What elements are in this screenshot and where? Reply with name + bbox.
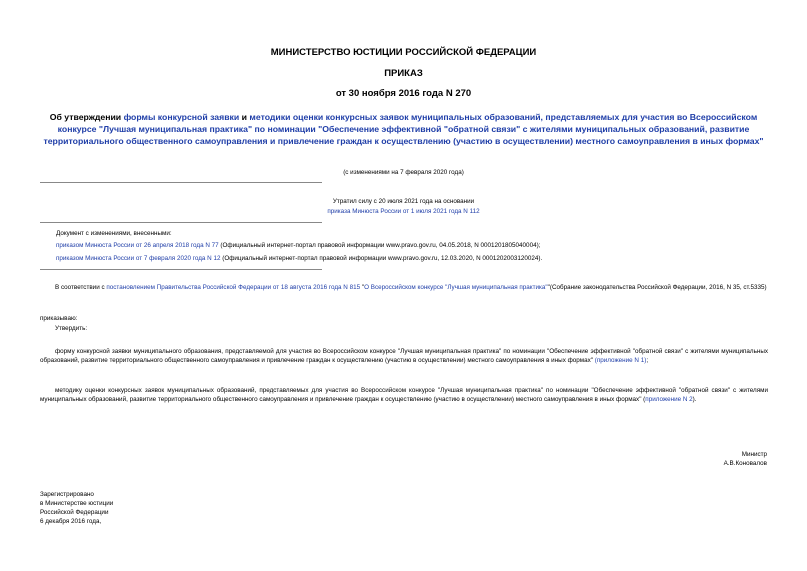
invalid-order-link[interactable]: приказа Минюста России от 1 июля 2021 года N 112 [327,208,480,215]
registration-line-3: Российской Федерации [40,509,109,516]
document-title [40,112,767,147]
registration-line-4: 6 декабря 2016 года, [40,518,102,525]
divider-1 [40,182,322,183]
registration-line-2: в Министерстве юстиции [40,500,114,507]
registration-line-1: Зарегистрировано [40,491,94,498]
divider-3 [40,269,322,270]
divider-2 [40,222,322,223]
signature-title: Министр [741,451,767,458]
form-link[interactable]: формы конкурсной заявки [123,112,240,122]
intro-paragraph: В соответствии с постановлением Правительства Российской Федерации от 18 августа 2016 года N 815 "О Всероссийском конкурсе "Лучшая муниципальная практика""(Собрание законодательства Российской Федерации, 2016, N 35, ст.5335) [55,284,767,291]
ministry-heading: МИНИСТЕРСТВО ЮСТИЦИИ РОССИЙСКОЙ ФЕДЕРАЦИИ [270,47,537,58]
order-word: приказываю: [40,315,78,322]
contest-link[interactable]: О Всероссийском конкурсе "Лучшая муниципальная практика" [364,284,548,291]
change-link-1[interactable]: приказом Минюста России от 26 апреля 2018 года N 77 [56,242,219,249]
changes-heading: Документ с изменениями, внесенными: [56,230,172,237]
government-decree-link[interactable]: постановлением Правительства Российской Федерации от 18 августа 2016 года N 815 [106,284,361,291]
approve-label: Утвердить: [55,325,88,332]
title-text-1: Об утверждении [49,112,124,122]
approval-item-1: форму конкурсной заявки муниципального образования, представляемой для участия во Всероссийском конкурсе "Лучшая муниципальная практика" по номинации "Обеспечение эффективной "обратной связи" с жителями муниципальных образований, развитие территориального общественного самоуправления и привлечение граждан к осуществлению (участию в осуществлении) местного самоуправления в иных формах" (приложение N 1); [40,348,768,365]
doc-type-heading: ПРИКАЗ [384,68,423,79]
date-number-heading: от 30 ноября 2016 года N 270 [335,88,472,99]
appendix-2-link[interactable]: приложение N 2 [645,396,693,404]
appendix-1-link[interactable]: (приложение N 1) [594,357,647,365]
change-item-2: приказом Минюста России от 7 февраля 2020 года N 12 (Официальный интернет-портал правовой информации www.pravo.gov.ru, 12.03.2020, N 0001202003120024). [56,255,543,262]
approval-item-2: методику оценки конкурсных заявок муниципальных образований, представляемых для участия во Всероссийском конкурсе "Лучшая муниципальная практика" по номинации "Обеспечение эффективной "обратной связи" с жителями муниципальных образований, развитие территориального общественного самоуправления и привлечение граждан к осуществлению (участию в осуществлении) местного самоуправления в иных формах" (приложение N 2). [40,387,768,404]
change-item-1: приказом Минюста России от 26 апреля 2018 года N 77 (Официальный интернет-портал правовой информации www.pravo.gov.ru, 04.05.2018, N 0001201805040004); [56,242,541,249]
title-text-2: и [239,112,250,122]
change-link-2[interactable]: приказом Минюста России от 7 февраля 2020 года N 12 [56,255,221,262]
invalid-notice: Утратил силу с 20 июля 2021 года на основании [332,198,475,205]
methodology-link[interactable]: методики оценки конкурсных заявок муниципальных образований, представляемых для участия во Всероссийском конкурсе "Лучшая муниципальная практика" по номинации "Обеспечение эффективной "обратной связи" с жителями муниципальных образований, развитие территориального общественного самоуправления и привлечение граждан к осуществлению (участию в осуществлении) местного самоуправления в иных формах" [43,112,764,146]
signature-name: А.В.Коновалов [723,460,767,467]
amended-note: (с изменениями на 7 февраля 2020 года) [343,169,464,176]
